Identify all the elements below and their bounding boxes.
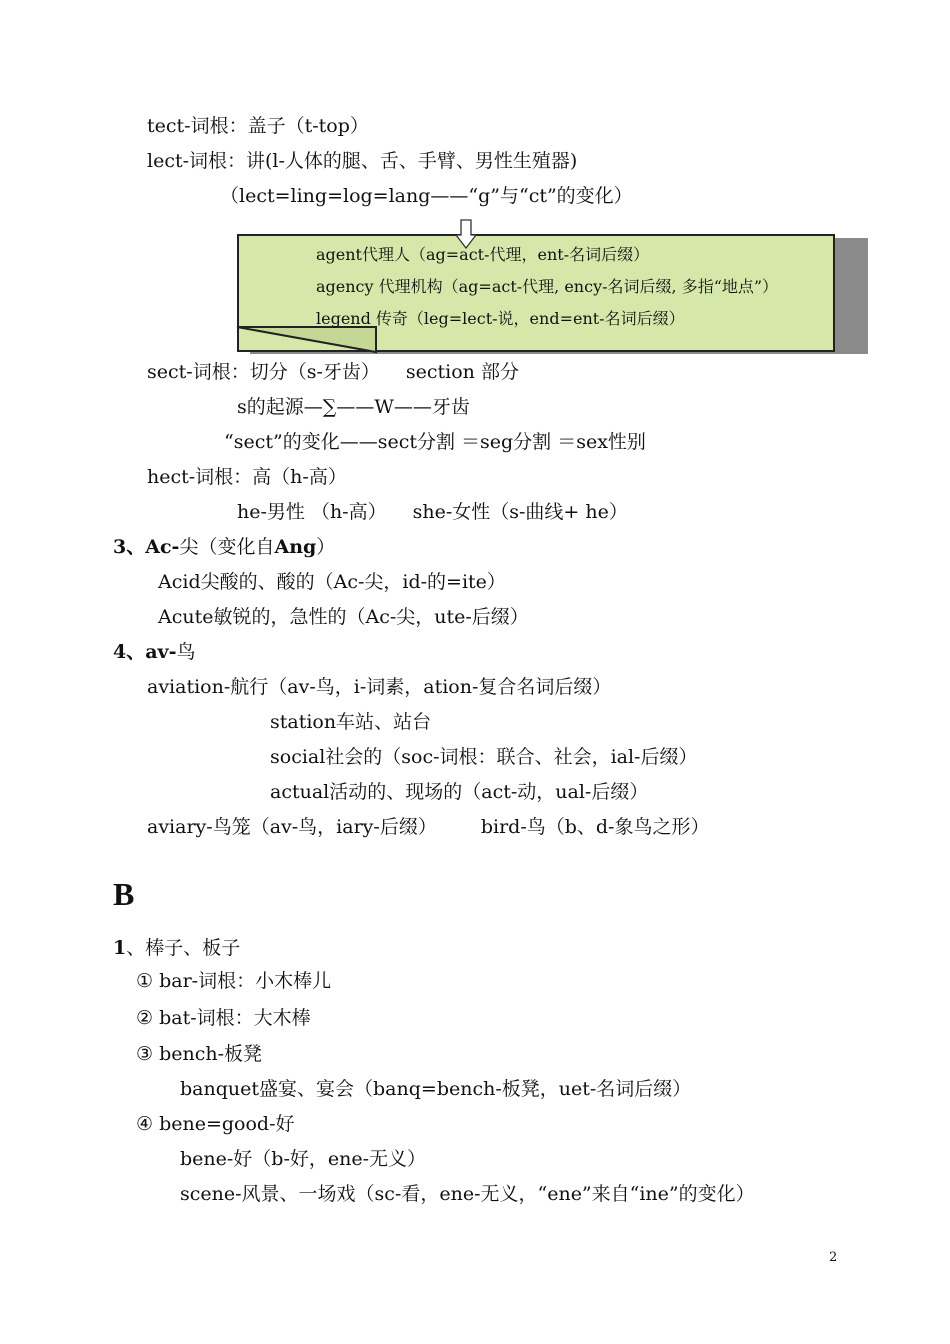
section-b1-heading: 1、棒子、板子	[113, 937, 241, 959]
item-bene: ④ bene=good-好	[136, 1113, 295, 1135]
aviary-entry: aviary-鸟笼（av-鸟，iary-后缀）	[147, 816, 437, 838]
callout-line-legend: legend 传奇（leg=lect-说，end=ent-名词后缀）	[316, 309, 685, 328]
line-aviation: aviation-航行（av-鸟，i-词素，ation-复合名词后缀）	[147, 676, 612, 698]
line-s-origin: s的起源—∑——W——牙齿	[237, 396, 470, 418]
line-bene: bene-好（b-好，ene-无义）	[180, 1148, 427, 1170]
section-3-heading: 3、Ac-尖（变化自Ang）	[113, 536, 336, 558]
line-banquet: banquet盛宴、宴会（banq=bench-板凳，uet-名词后缀）	[180, 1078, 692, 1100]
line-lect-variation: （lect=ling=log=lang——“g”与“ct”的变化）	[220, 185, 633, 207]
sect-root: sect-词根：切分（s-牙齿）	[147, 361, 380, 383]
he-entry: he-男性 （h-高）	[237, 501, 387, 523]
line-acute: Acute敏锐的，急性的（Ac-尖，ute-后缀）	[158, 606, 529, 628]
section-4-heading: 4、av-鸟	[113, 641, 196, 663]
page-number: 2	[829, 1250, 838, 1265]
line-lect: lect-词根：讲(l-人体的腿、舌、手臂、男性生殖器)	[147, 150, 578, 172]
line-scene: scene-风景、一场戏（sc-看，ene-无义，“ene”来自“ine”的变化）	[180, 1183, 755, 1205]
callout-line-agency: agency 代理机构（ag=act-代理, ency-名词后缀, 多指“地点”）	[316, 277, 779, 296]
line-sect	[147, 360, 519, 384]
item-bar: ① bar-词根：小木棒儿	[136, 970, 332, 992]
item-bench: ③ bench-板凳	[136, 1043, 263, 1065]
section-word: section 部分	[405, 361, 519, 383]
she-entry: she-女性（s-曲线+ he）	[412, 501, 628, 523]
bird-entry: bird-鸟（b、d-象鸟之形）	[480, 816, 710, 838]
line-hect: hect-词根：高（h-高）	[147, 466, 347, 488]
section-b-heading: B	[113, 876, 135, 912]
line-he-she	[237, 500, 628, 524]
line-actual: actual活动的、现场的（act-动，ual-后缀）	[270, 781, 649, 803]
line-social: social社会的（soc-词根：联合、社会，ial-后缀）	[270, 746, 698, 768]
line-aviary	[147, 815, 709, 839]
line-station: station车站、站台	[270, 711, 432, 733]
callout-folded-corner	[236, 326, 386, 356]
line-acid: Acid尖酸的、酸的（Ac-尖，id-的=ite）	[158, 571, 506, 593]
line-sect-change: “sect”的变化——sect分割 ＝seg分割 ＝sex性别	[224, 431, 646, 453]
line-tect: tect-词根：盖子（t-top）	[147, 115, 369, 137]
item-bat: ② bat-词根：大木棒	[136, 1007, 311, 1029]
callout-line-agent: agent代理人（ag=act-代理，ent-名词后缀）	[316, 245, 650, 264]
